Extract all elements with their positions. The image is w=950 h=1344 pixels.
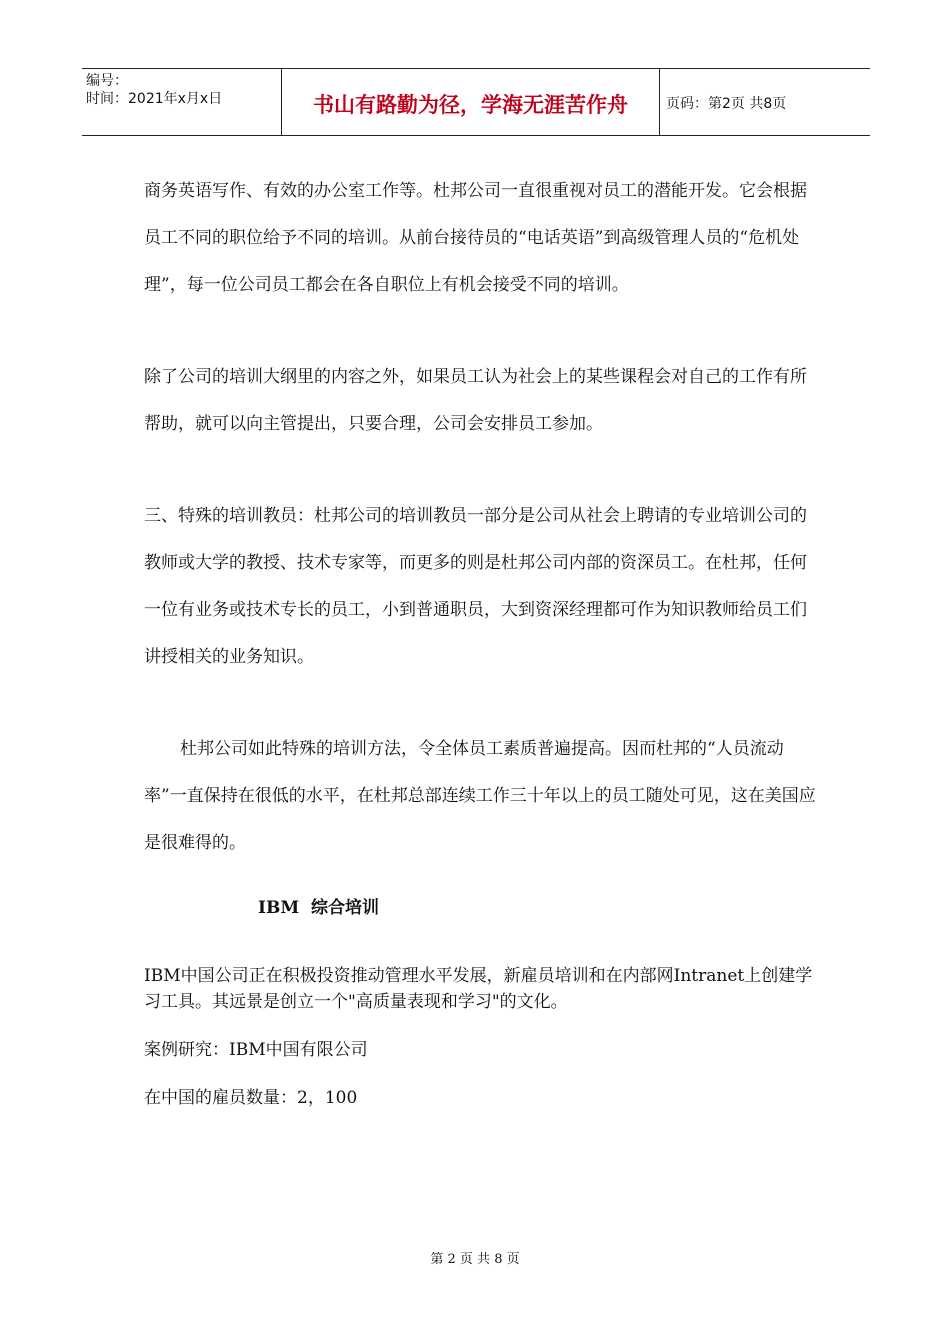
paragraph-special-trainers: 三、特殊的培训教员：杜邦公司的培训教员一部分是公司从社会上聘请的专业培训公司的教师或大学的教授、技术专家等，而更多的则是杜邦公司内部的资深员工。在杜邦，任何一位有业务或技术专长的员工，小到普通职员，大到资深经理都可作为知识教师给员工们讲授相关的业务知识。 xyxy=(144,506,807,667)
paragraph-training-results: 杜邦公司如此特殊的培训方法，令全体员工素质普遍提高。因而杜邦的“人员流动率”一直保持在很低的水平，在杜邦总部连续工作三十年以上的员工随处可见，这在美国应是很难得的。 xyxy=(144,739,816,853)
document-body xyxy=(144,168,816,1133)
page-footer: 第 2 页 共 8 页 xyxy=(430,1252,520,1267)
paragraph-ibm-intro: IBM中国公司正在积极投资推动管理水平发展，新雇员培训和在内部网Intranet上创建学习工具。其远景是创立一个"高质量表现和学习"的文化。 xyxy=(144,966,813,1012)
header-meta xyxy=(82,69,282,135)
document-time-label: 时间：2021年x月x日 xyxy=(86,91,223,107)
header-page-info: 页码：第2页 共8页 xyxy=(666,96,787,112)
paragraph-external-courses: 除了公司的培训大纲里的内容之外，如果员工认为社会上的某些课程会对自己的工作有所帮助，就可以向主管提出，只要合理，公司会安排员工参加。 xyxy=(144,367,807,434)
paragraph-ibm-employees: 在中国的雇员数量：2，100 xyxy=(144,1088,358,1108)
section-heading-ibm: IBM 综合培训 xyxy=(258,898,379,918)
document-number-label: 编号： xyxy=(86,73,128,89)
page-header xyxy=(82,68,870,136)
paragraph-ibm-case-study: 案例研究：IBM中国有限公司 xyxy=(144,1040,368,1060)
header-motto: 书山有路勤为径，学海无涯苦作舟 xyxy=(282,69,660,135)
paragraph-training-positions: 商务英语写作、有效的办公室工作等。杜邦公司一直很重视对员工的潜能开发。它会根据员工不同的职位给予不同的培训。从前台接待员的“电话英语”到高级管理人员的“危机处理”，每一位公司员工都会在各自职位上有机会接受不同的培训。 xyxy=(144,181,807,295)
